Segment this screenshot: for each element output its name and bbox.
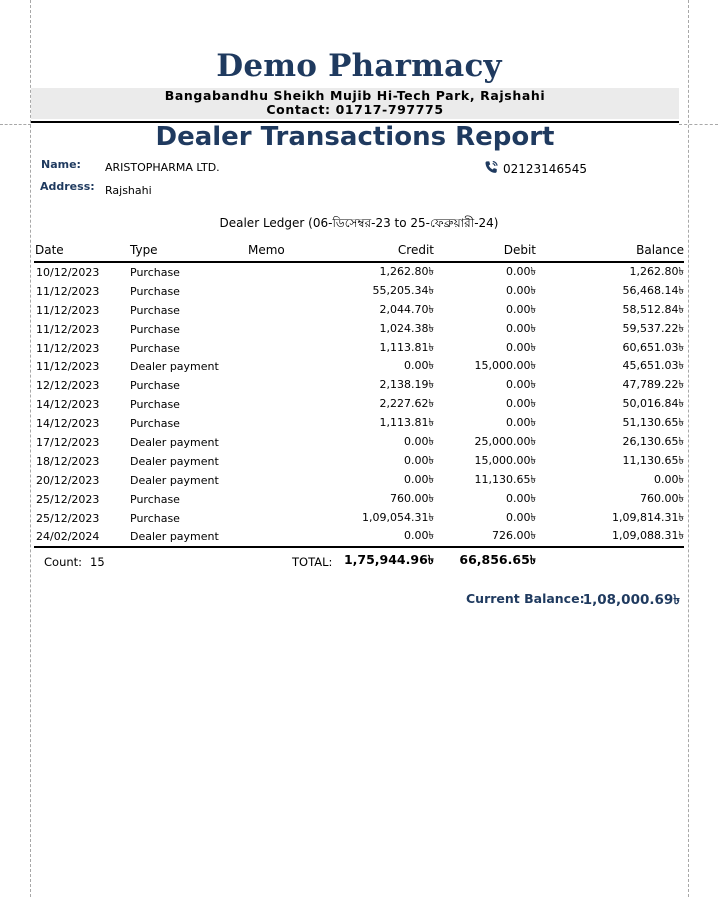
cell-debit: 0.00৳ [506,283,536,297]
cell-debit: 726.00৳ [492,529,536,543]
cell-credit: 2,227.62৳ [379,397,434,411]
cell-balance: 56,468.14৳ [622,283,684,297]
cell-debit: 0.00৳ [506,491,536,505]
cell-credit: 55,205.34৳ [372,283,434,297]
table-row [34,527,684,546]
cell-debit: 25,000.00৳ [474,435,536,449]
table-header [34,243,684,260]
cell-date: 11/12/2023 [36,322,100,336]
cell-debit: 11,130.65৳ [474,472,536,486]
cell-type: Purchase [130,398,180,412]
cell-credit: 0.00৳ [404,453,434,467]
cell-date: 25/12/2023 [36,511,100,525]
cell-type: Dealer payment [130,436,219,450]
dealer-phone-number: 02123146545 [503,162,587,176]
cell-debit: 0.00৳ [506,378,536,392]
cell-balance: 26,130.65৳ [622,435,684,449]
count-label: Count: [44,555,83,569]
cell-credit: 0.00৳ [404,435,434,449]
cell-balance: 1,09,814.31৳ [612,510,684,524]
total-credit: 1,75,944.96৳ [343,552,434,567]
cell-date: 12/12/2023 [36,379,100,393]
cell-credit: 0.00৳ [404,529,434,543]
cell-type: Purchase [130,284,180,298]
cell-debit: 0.00৳ [506,397,536,411]
cell-credit: 2,044.70৳ [379,302,434,316]
cell-balance: 47,789.22৳ [622,378,684,392]
dealer-address-label: Address: [40,180,95,193]
ledger-rows [34,263,684,546]
cell-debit: 15,000.00৳ [474,453,536,467]
cell-credit: 0.00৳ [404,472,434,486]
company-address: Bangabandhu Sheikh Mujib Hi-Tech Park, Rajshahi [164,88,546,103]
header-credit: Credit [397,243,434,257]
table-row [34,263,684,282]
cell-type: Purchase [130,492,180,506]
cell-debit: 0.00৳ [506,416,536,430]
cell-debit: 0.00৳ [506,340,536,354]
cell-date: 20/12/2023 [36,473,100,487]
cell-date: 18/12/2023 [36,454,100,468]
cell-balance: 58,512.84৳ [622,302,684,316]
cell-date: 24/02/2024 [36,530,100,544]
table-footer-divider [34,546,684,548]
dealer-phone [484,160,587,178]
header-debit: Debit [503,243,536,257]
cell-credit: 1,09,054.31৳ [362,510,434,524]
cell-credit: 1,113.81৳ [379,340,434,354]
cell-credit: 2,138.19৳ [379,378,434,392]
table-row [34,490,684,509]
table-row [34,509,684,528]
cell-balance: 1,262.80৳ [629,265,684,278]
cell-debit: 0.00৳ [506,510,536,524]
cell-balance: 51,130.65৳ [622,416,684,430]
header-type: Type [130,243,158,257]
table-row [34,452,684,471]
cell-debit: 0.00৳ [506,302,536,316]
dealer-address: Rajshahi [105,184,152,197]
cell-balance: 1,09,088.31৳ [612,529,684,543]
cell-credit: 760.00৳ [390,491,434,505]
table-row [34,433,684,452]
cell-date: 25/12/2023 [36,492,100,506]
current-balance-value: 1,08,000.69৳ [582,592,680,608]
cell-type: Purchase [130,379,180,393]
cell-type: Dealer payment [130,454,219,468]
company-info-band [31,88,679,119]
cell-type: Purchase [130,322,180,336]
cell-debit: 0.00৳ [506,321,536,335]
cell-credit: 1,024.38৳ [379,321,434,335]
cell-type: Purchase [130,266,180,279]
table-row [34,320,684,339]
report-title: Dealer Transactions Report [155,122,555,152]
ledger-title: Dealer Ledger (06-ডিসেম্বর-23 to 25-ফেব্রুয়ারী-24) [219,216,499,230]
phone-icon [484,160,499,178]
cell-balance: 760.00৳ [640,491,684,505]
cell-type: Purchase [130,341,180,355]
cell-type: Dealer payment [130,360,219,374]
header-memo: Memo [248,243,285,257]
cell-date: 11/12/2023 [36,341,100,355]
cell-date: 10/12/2023 [36,266,100,279]
table-row [34,471,684,490]
cell-debit: 15,000.00৳ [474,359,536,373]
total-label: TOTAL: [292,555,333,569]
cell-balance: 11,130.65৳ [622,453,684,467]
cell-balance: 59,537.22৳ [622,321,684,335]
table-row [34,357,684,376]
table-row [34,376,684,395]
cell-date: 17/12/2023 [36,436,100,450]
header-date: Date [35,243,64,257]
cell-credit: 1,113.81৳ [379,416,434,430]
cell-balance: 0.00৳ [654,472,684,486]
table-row [34,339,684,358]
cell-date: 14/12/2023 [36,398,100,412]
company-name: Demo Pharmacy [216,48,502,84]
current-balance-label: Current Balance: [466,591,585,606]
table-row [34,414,684,433]
total-debit: 66,856.65৳ [459,552,536,567]
cell-debit: 0.00৳ [506,265,536,278]
cell-date: 14/12/2023 [36,417,100,431]
header-balance: Balance [636,243,684,257]
table-row [34,395,684,414]
cell-credit: 1,262.80৳ [379,265,434,278]
cell-balance: 45,651.03৳ [622,359,684,373]
cell-type: Purchase [130,417,180,431]
table-row [34,282,684,301]
cell-balance: 50,016.84৳ [622,397,684,411]
dealer-name: ARISTOPHARMA LTD. [105,161,220,174]
count-value: 15 [90,555,105,569]
cell-date: 11/12/2023 [36,303,100,317]
cell-credit: 0.00৳ [404,359,434,373]
cell-type: Purchase [130,303,180,317]
cell-date: 11/12/2023 [36,284,100,298]
company-contact: Contact: 01717-797775 [266,102,444,117]
cell-date: 11/12/2023 [36,360,100,374]
cell-type: Dealer payment [130,473,219,487]
cell-type: Dealer payment [130,530,219,544]
table-row [34,301,684,320]
dealer-name-label: Name: [41,158,81,171]
cell-type: Purchase [130,511,180,525]
cell-balance: 60,651.03৳ [622,340,684,354]
